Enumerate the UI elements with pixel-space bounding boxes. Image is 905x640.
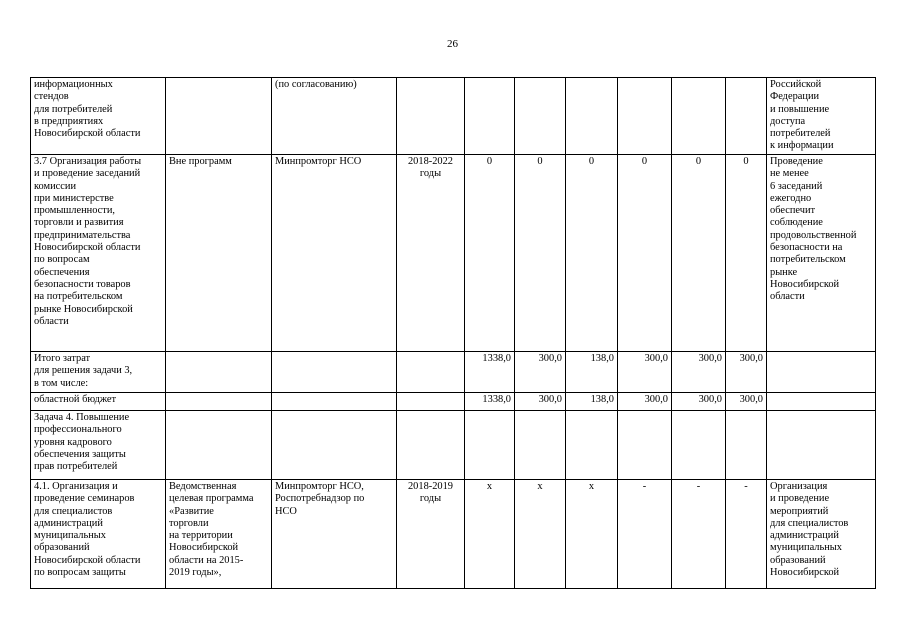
table-row: [31, 411, 876, 480]
value-cell: 1338,0: [465, 352, 515, 393]
value-cell: 300,0: [515, 352, 566, 393]
period-cell: [397, 352, 465, 393]
funding-source-cell: [166, 78, 272, 155]
period-cell: 2018-2019 годы: [397, 480, 465, 589]
value-cell: х: [515, 480, 566, 589]
expected-result-cell: [767, 393, 876, 411]
value-cell: [618, 411, 672, 480]
period-cell: [397, 393, 465, 411]
value-cell: 138,0: [566, 393, 618, 411]
value-cell: 1338,0: [465, 393, 515, 411]
value-cell: [672, 411, 726, 480]
value-cell: 0: [672, 155, 726, 352]
expected-result-cell: Организация и проведение мероприятий для специалистов администраций муниципальных образований Новосибирской: [767, 480, 876, 589]
period-cell: [397, 411, 465, 480]
value-cell: [726, 411, 767, 480]
value-cell: х: [465, 480, 515, 589]
value-cell: 300,0: [672, 352, 726, 393]
value-cell: 0: [566, 155, 618, 352]
table-row: [31, 352, 876, 393]
table-row: [31, 155, 876, 352]
expected-result-cell: Проведение не менее 6 заседаний ежегодно обеспечит соблюдение продовольственной безопасности на потребительском рынке Новосибирской области: [767, 155, 876, 352]
value-cell: 300,0: [726, 352, 767, 393]
activity-name-cell: 4.1. Организация и проведение семинаров для специалистов администраций муниципальных образований Новосибирской области по вопросам защиты: [31, 480, 166, 589]
value-cell: 0: [726, 155, 767, 352]
value-cell: 0: [515, 155, 566, 352]
task-heading-cell: Задача 4. Повышение профессионального уровня кадрового обеспечения защиты прав потребителей: [31, 411, 166, 480]
value-cell: 300,0: [726, 393, 767, 411]
value-cell: [515, 411, 566, 480]
value-cell: [465, 411, 515, 480]
period-cell: [397, 78, 465, 155]
total-label-cell: Итого затрат для решения задачи 3, в том числе:: [31, 352, 166, 393]
program-table: [30, 77, 876, 589]
table-row: [31, 480, 876, 589]
value-cell: [726, 78, 767, 155]
value-cell: 300,0: [618, 352, 672, 393]
value-cell: [465, 78, 515, 155]
value-cell: [672, 78, 726, 155]
value-cell: 300,0: [672, 393, 726, 411]
value-cell: х: [566, 480, 618, 589]
executor-cell: (по согласованию): [272, 78, 397, 155]
table-row: [31, 78, 876, 155]
executor-cell: Минпромторг НСО: [272, 155, 397, 352]
expected-result-cell: Российской Федерации и повышение доступа потребителей к информации: [767, 78, 876, 155]
value-cell: 138,0: [566, 352, 618, 393]
activity-name-cell: информационных стендов для потребителей в предприятиях Новосибирской области: [31, 78, 166, 155]
funding-source-cell: Вне программ: [166, 155, 272, 352]
funding-source-cell: [166, 411, 272, 480]
expected-result-cell: [767, 352, 876, 393]
value-cell: 300,0: [618, 393, 672, 411]
funding-source-cell: [166, 352, 272, 393]
value-cell: [618, 78, 672, 155]
value-cell: 0: [618, 155, 672, 352]
budget-label-cell: областной бюджет: [31, 393, 166, 411]
executor-cell: Минпромторг НСО, Роспотребнадзор по НСО: [272, 480, 397, 589]
executor-cell: [272, 411, 397, 480]
value-cell: -: [726, 480, 767, 589]
value-cell: [515, 78, 566, 155]
period-cell: 2018-2022 годы: [397, 155, 465, 352]
value-cell: [566, 78, 618, 155]
page-number: 26: [447, 38, 458, 50]
table-row: [31, 393, 876, 411]
activity-name-cell: 3.7 Организация работы и проведение заседаний комиссии при министерстве промышленности, торговли и развития предпринимательства Новосибирской области по вопросам обеспечения безопасности товаров на потребительском рынке Новосибирской области: [31, 155, 166, 352]
value-cell: -: [618, 480, 672, 589]
executor-cell: [272, 352, 397, 393]
funding-source-cell: [166, 393, 272, 411]
value-cell: -: [672, 480, 726, 589]
expected-result-cell: [767, 411, 876, 480]
executor-cell: [272, 393, 397, 411]
value-cell: 300,0: [515, 393, 566, 411]
value-cell: [566, 411, 618, 480]
value-cell: 0: [465, 155, 515, 352]
funding-source-cell: Ведомственная целевая программа «Развитие торговли на территории Новосибирской области на 2015- 2019 годы»,: [166, 480, 272, 589]
